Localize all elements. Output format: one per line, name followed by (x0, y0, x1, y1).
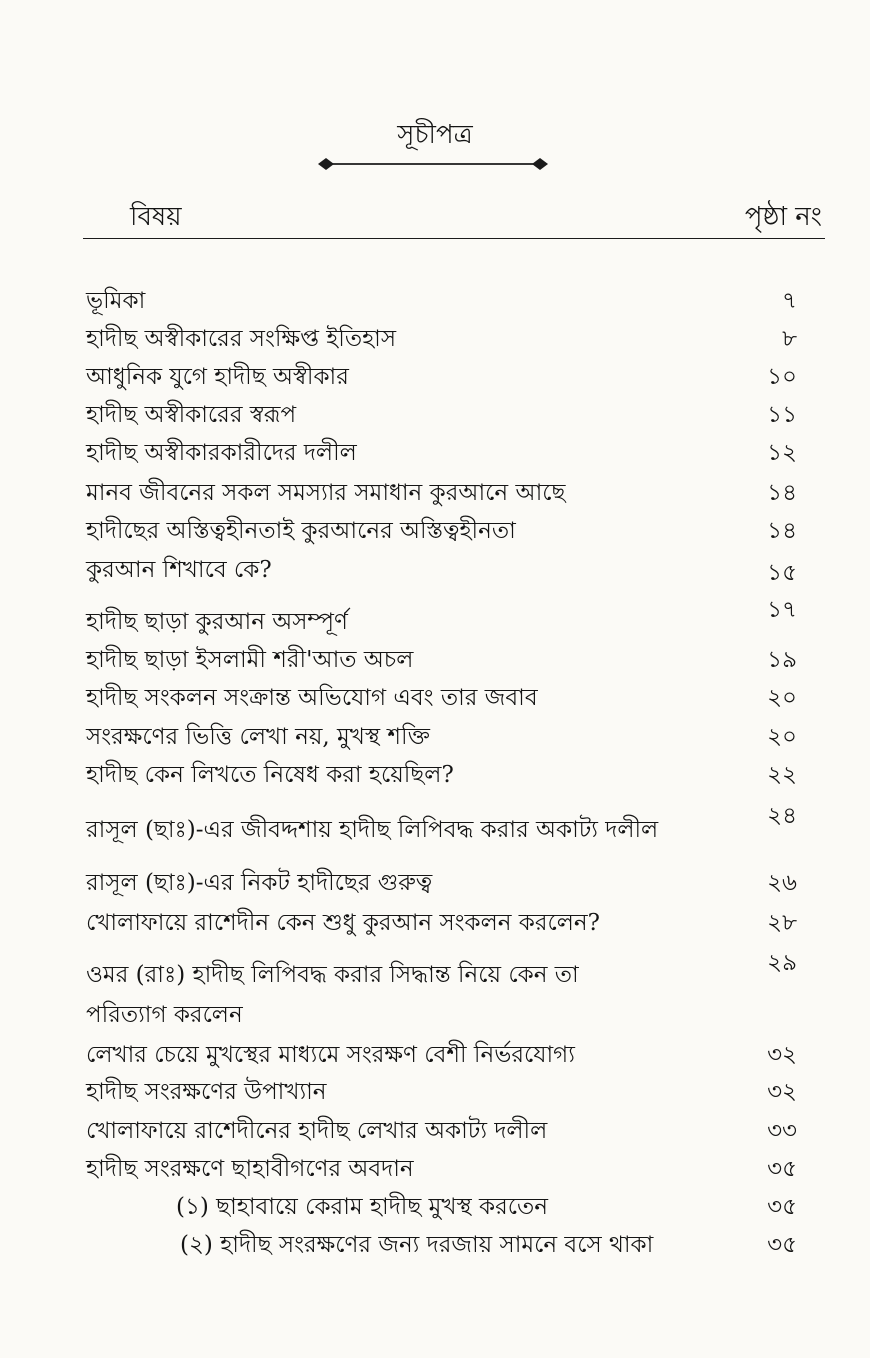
toc-entry-page: ১৫ (767, 560, 797, 586)
toc-entry-page: ২০ (767, 724, 797, 750)
toc-entry-title: রাসূল (ছাঃ)-এর নিকট হাদীছের গুরুত্ব (86, 870, 433, 896)
toc-entry-title: ওমর (রাঃ) হাদীছ লিপিবদ্ধ করার সিদ্ধান্ত নিয়ে কেন তা (86, 962, 579, 988)
toc-entry-title: হাদীছ ছাড়া ইসলামী শরী'আত অচল (86, 647, 414, 673)
toc-entry-page: ৩৩ (767, 1118, 797, 1144)
toc-entry-page: ২৬ (767, 870, 797, 896)
toc-entry-title: রাসূল (ছাঃ)-এর জীবদ্দশায় হাদীছ লিপিবদ্ধ করার অকাট্য দলীল (86, 817, 659, 843)
toc-entry-title: হাদীছ অস্বীকারের সংক্ষিপ্ত ইতিহাস (86, 326, 397, 352)
toc-entry-page: ২২ (767, 762, 797, 788)
toc-entry-title: মানব জীবনের সকল সমস্যার সমাধান কুরআনে আছে (86, 480, 566, 506)
toc-subentry-title: (২) হাদীছ সংরক্ষণের জন্য দরজায় সামনে বসে থাকা (180, 1232, 654, 1258)
toc-entry-title: হাদীছ অস্বীকারের স্বরূপ (86, 402, 297, 428)
subject-column-header: বিষয় (130, 202, 182, 232)
toc-entry-page: ৩৫ (767, 1232, 797, 1258)
toc-entry-page: ১৪ (767, 518, 797, 544)
toc-entry-title: হাদীছ সংকলন সংক্রান্ত অভিযোগ এবং তার জবাব (86, 685, 538, 711)
toc-entry-page: ২৯ (767, 950, 797, 976)
toc-entry-title: কুরআন শিখাবে কে? (86, 557, 272, 583)
toc-entry-page: ১২ (767, 440, 797, 466)
toc-entry-page: ১৪ (767, 480, 797, 506)
toc-entry-page: ৮ (782, 326, 797, 352)
title-ornament (318, 155, 548, 173)
toc-entry-title: হাদীছ সংরক্ষণের উপাখ্যান (86, 1079, 327, 1105)
page-title: সূচীপত্র (397, 120, 473, 150)
toc-entry-page: ২৪ (767, 803, 797, 829)
toc-entry-title: খোলাফায়ে রাশেদীন কেন শুধু কুরআন সংকলন করলেন? (86, 910, 600, 936)
toc-entry-page: ১০ (767, 364, 797, 390)
toc-subentry-title: (১) ছাহাবায়ে কেরাম হাদীছ মুখস্থ করতেন (176, 1194, 548, 1220)
toc-entry-title: হাদীছ কেন লিখতে নিষেধ করা হয়েছিল? (86, 762, 454, 788)
toc-entry-page: ৩২ (767, 1079, 797, 1105)
toc-entry-title: লেখার চেয়ে মুখস্থের মাধ্যমে সংরক্ষণ বেশী নির্ভরযোগ্য (86, 1042, 575, 1068)
toc-entry-page: ১৯ (767, 647, 797, 673)
toc-entry-title: ভূমিকা (86, 288, 146, 314)
toc-entry-page: ৩৫ (767, 1194, 797, 1220)
toc-entry-page: ২০ (767, 685, 797, 711)
toc-entry-title: খোলাফায়ে রাশেদীনের হাদীছ লেখার অকাট্য দলীল (86, 1118, 548, 1144)
header-divider (83, 238, 825, 239)
toc-entry-page: ১১ (767, 402, 797, 428)
toc-entry-title: আধুনিক যুগে হাদীছ অস্বীকার (86, 364, 349, 390)
page-column-header: পৃষ্ঠা নং (744, 202, 822, 232)
toc-entry-page: ২৮ (767, 910, 797, 936)
toc-entry-title: হাদীছ ছাড়া কুরআন অসম্পূর্ণ (86, 609, 348, 635)
toc-entry-page: ৩২ (767, 1042, 797, 1068)
toc-entry-title: হাদীছ অস্বীকারকারীদের দলীল (86, 440, 357, 466)
toc-entry-title: হাদীছ সংরক্ষণে ছাহাবীগণের অবদান (86, 1156, 414, 1182)
toc-entry-page: ৭ (782, 288, 797, 314)
toc-entry-page: ৩৫ (767, 1156, 797, 1182)
toc-entry-title: হাদীছের অস্তিত্বহীনতাই কুরআনের অস্তিত্বহীনতা (86, 518, 516, 544)
toc-entry-page: ১৭ (767, 597, 797, 623)
toc-entry-title: সংরক্ষণের ভিত্তি লেখা নয়, মুখস্থ শক্তি (86, 724, 430, 750)
toc-entry-title-continued: পরিত্যাগ করলেন (86, 1002, 243, 1028)
